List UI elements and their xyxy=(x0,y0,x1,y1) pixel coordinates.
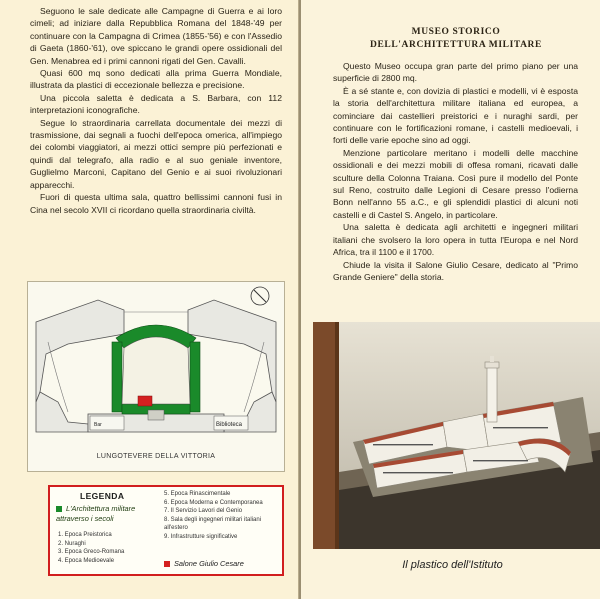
paragraph: Questo Museo occupa gran parte del primo piano per una superficie di 2800 mq. xyxy=(333,61,578,84)
photo-caption: Il plastico dell'Istituto xyxy=(402,559,503,571)
map-label-bar: Bar xyxy=(94,422,102,428)
legend-entry: 9. Infrastrutture significative xyxy=(164,533,238,540)
floor-plan-map xyxy=(27,281,285,472)
paragraph: Segue lo straordinaria carrellata documentale dei mezzi di trasmissione, dai segnali a fuochi dell'epoca omerica, all'impiego dei colombi viaggiatori, ai mezzi ottici sempre più perfezionati e quindi dal telegrafo, alla radio e al suo geniale inventore, Guglielmo Marconi, Capitano del Genio e ai suoi rivoluzionari apparecchi. xyxy=(30,117,282,190)
floor-plan-drawing xyxy=(28,282,284,452)
paragraph: Fuori di questa ultima sala, quattro bellissimi cannoni fusi in Cina nel secolo XVII ci ricordano quella straordinaria civiltà. xyxy=(30,192,282,215)
map-label-biblioteca: Biblioteca xyxy=(216,422,243,428)
legend-entry: 1. Epoca Preistorica xyxy=(58,532,112,538)
legend-entry: 4. Epoca Medioevale xyxy=(58,557,115,564)
paragraph: Chiude la visita il Salone Giulio Cesare, dedicato al "Primo Grande Geniere" della storia. xyxy=(333,259,578,282)
legend-main-label: L'Architettura militare attraverso i secoli xyxy=(56,504,136,523)
legend-entry: 8. Sala degli ingegneri militari italiani all'estero xyxy=(164,516,262,531)
legend-red-item xyxy=(164,559,278,569)
legend-col-2 xyxy=(164,490,278,541)
legend-entry: 5. Epoca Rinascimentale xyxy=(164,491,231,497)
red-swatch xyxy=(164,561,170,567)
legend-entry: 3. Epoca Greco-Romana xyxy=(58,549,125,555)
legend-red-label: Salone Giulio Cesare xyxy=(174,559,244,568)
green-swatch xyxy=(56,506,62,512)
title-line-2: DELL'ARCHITETTURA MILITARE xyxy=(370,40,542,50)
legend-entry: 7. Il Servizio Lavori del Genio xyxy=(164,508,243,514)
paragraph: È a sé stante e, con dovizia di plastici e modelli, vi è esposta la storia dell'architettura militare italiana ed europea, a cominciare dai castellieri preistorici e i nuraghi sardi, per continuare con le fortificazioni romane, i castelli medioevali, i forti delle varie epoche sino ad oggi. xyxy=(333,85,578,146)
paragraph: Una saletta è dedicata agli architetti e ingegneri militari italiani che svolsero la loro opera in tutta l'Europa e nel Nord Africa, tra il 1100 e il 1700. xyxy=(333,222,578,258)
model-photo xyxy=(313,322,600,549)
title-line-1: MUSEO STORICO xyxy=(411,27,501,37)
legend-box xyxy=(48,485,284,576)
paragraph: Menzione particolare meritano i modelli delle macchine ossidionali e dei mezzi mobili di offesa romani, ricavati dalle sculture della Colonna Traiana. Così pure il modello del Ponte sul Reno, costruito dalle Legioni di Cesare presso l'odierna Bonn nell'anno 55 a.C., e gli splendidi plastici di alcuni noti castelli e di Castel S. Angelo, in particolare. xyxy=(333,147,578,220)
left-body-text xyxy=(30,5,282,216)
right-body-text xyxy=(333,60,578,283)
map-caption: LUNGOTEVERE DELLA VITTORIA xyxy=(96,453,216,460)
legend-entry: 2. Nuraghi xyxy=(58,540,86,547)
legend-main-item xyxy=(56,504,156,523)
paragraph: Quasi 600 mq sono dedicati alla prima Guerra Mondiale, illustrata da plastici di eccezionale bellezza e precisione. xyxy=(30,68,282,91)
legend-entry: 6. Epoca Moderna e Contemporanea xyxy=(164,499,263,506)
scale-model-illustration xyxy=(313,322,600,549)
legend-title: LEGENDA xyxy=(80,491,125,501)
museum-title xyxy=(330,26,582,52)
paragraph: Seguono le sale dedicate alle Campagne di Guerra e ai loro cimeli; ad iniziare dalla Repubblica Romana del 1848-'49 per continuare con la Campagna di Crimea (1855-'56) e con l'Assedio di Gaeta (1860-'61), ove spiccano le grandi opere ossidionali del Gen. Menabrea ed i primi cannoni rigati del Gen. Cavalli. xyxy=(30,6,282,66)
legend-col-1 xyxy=(58,531,158,565)
paragraph: Una piccola saletta è dedicata a S. Barbara, con 112 interpretazioni iconografiche. xyxy=(30,92,282,116)
